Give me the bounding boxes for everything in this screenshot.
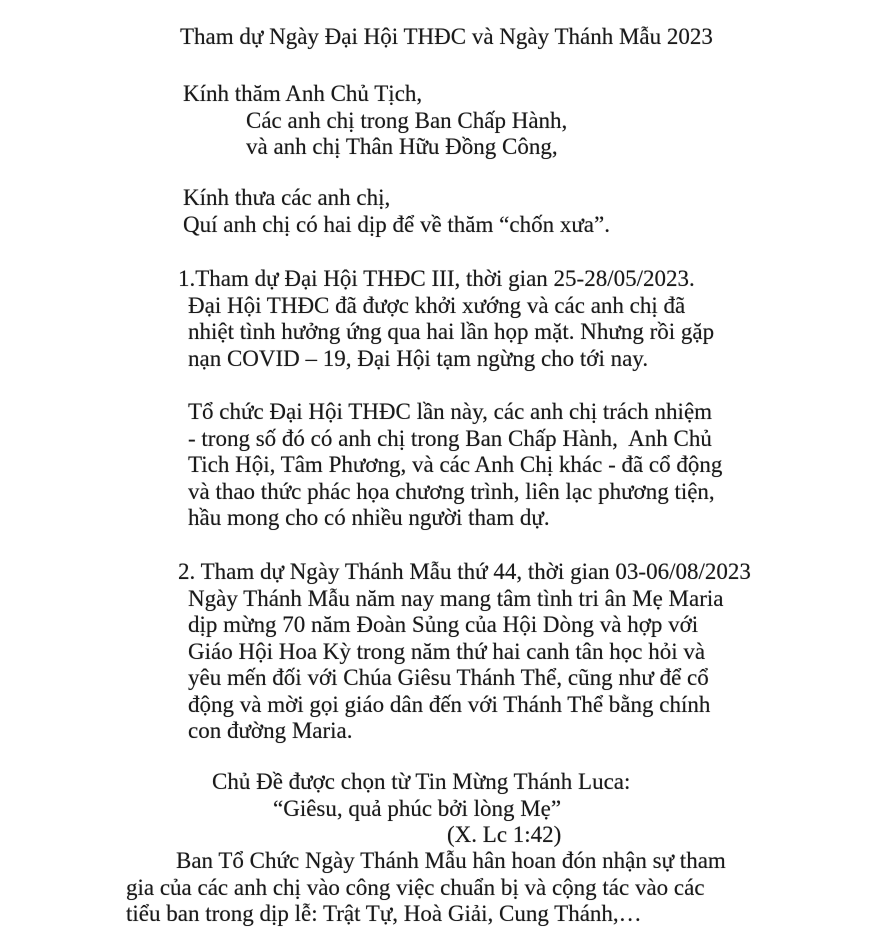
section-1-paragraph-1-line: nhiệt tình hưởng ứng qua hai lần họp mặt. Nhưng rồi gặp xyxy=(188,319,715,344)
closing-line: Ban Tổ Chức Ngày Thánh Mẫu hân hoan đón nhận sự tham xyxy=(176,848,726,873)
section-2-paragraph-line: con đường Maria. xyxy=(188,718,353,743)
section-1-paragraph-2-line: Tich Hội, Tâm Phương, và các Anh Chị khác - đã cổ động xyxy=(188,452,723,477)
section-2-paragraph-line: động và mời gọi giáo dân đến với Thánh Thể bằng chính xyxy=(188,691,711,717)
section-1-paragraph-2-line: - trong số đó có anh chị trong Ban Chấp Hành, Anh Chủ xyxy=(188,425,712,451)
salutation-block xyxy=(183,81,567,161)
theme-block xyxy=(0,769,630,849)
greeting-line: Quí anh chị có hai dịp để về thăm “chốn xưa”. xyxy=(183,211,610,237)
section-2-paragraph-line: yêu mến đối với Chúa Giêsu Thánh Thể, cũng như để cổ xyxy=(188,665,709,690)
section-1-heading: 1.Tham dự Đại Hội THĐC III, thời gian 25-28/05/2023. xyxy=(178,266,695,291)
closing-paragraph-block xyxy=(126,848,726,928)
salutation-line: Kính thăm Anh Chủ Tịch, xyxy=(183,81,423,106)
section-1-block xyxy=(178,266,714,372)
salutation-line: Các anh chị trong Ban Chấp Hành, xyxy=(246,107,568,133)
section-2-paragraph-line: Ngày Thánh Mẫu năm nay mang tâm tình tri ân Mẹ Maria xyxy=(188,585,724,611)
section-2-paragraph-line: dịp mừng 70 năm Đoàn Sủng của Hội Dòng và hợp với xyxy=(188,612,699,637)
letter-title-block xyxy=(180,24,713,51)
closing-line: tiểu ban trong dịp lễ: Trật Tự, Hoà Giải, Cung Thánh,… xyxy=(126,901,642,926)
greeting-block xyxy=(183,185,610,238)
section-1-paragraph-2-line: và thao thức phác họa chương trình, liên lạc phương tiện, xyxy=(188,478,715,504)
section-1-paragraph-2-line: hầu mong cho có nhiều người tham dự. xyxy=(188,505,550,530)
section-2-heading: 2. Tham dự Ngày Thánh Mẫu thứ 44, thời gian 03-06/08/2023 xyxy=(178,559,751,584)
salutation-line: và anh chị Thân Hữu Đồng Công, xyxy=(246,134,558,159)
section-2-block xyxy=(178,559,751,745)
theme-intro-line: Chủ Đề được chọn từ Tin Mừng Thánh Luca: xyxy=(212,769,631,794)
greeting-line: Kính thưa các anh chị, xyxy=(183,185,391,210)
page-title: Tham dự Ngày Đại Hội THĐC và Ngày Thánh Mẫu 2023 xyxy=(180,24,713,49)
section-1-paragraph-1-line: nạn COVID – 19, Đại Hội tạm ngừng cho tới nay. xyxy=(188,345,649,371)
theme-quote-line: “Giêsu, quả phúc bởi lòng Mẹ” xyxy=(273,795,562,821)
section-2-paragraph-line: Giáo Hội Hoa Kỳ trong năm thứ hai canh tân học hỏi và xyxy=(188,638,706,664)
section-1-paragraph-2-line: Tổ chức Đại Hội THĐC lần này, các anh chị trách nhiệm xyxy=(188,399,713,424)
section-1-paragraph-2-block xyxy=(188,399,722,532)
section-1-paragraph-1-line: Đại Hội THĐC đã được khởi xướng và các anh chị đã xyxy=(188,292,686,318)
theme-scripture-reference: (X. Lc 1:42) xyxy=(447,822,562,847)
closing-line: gia của các anh chị vào công việc chuẩn bị và cộng tác vào các xyxy=(126,874,705,900)
